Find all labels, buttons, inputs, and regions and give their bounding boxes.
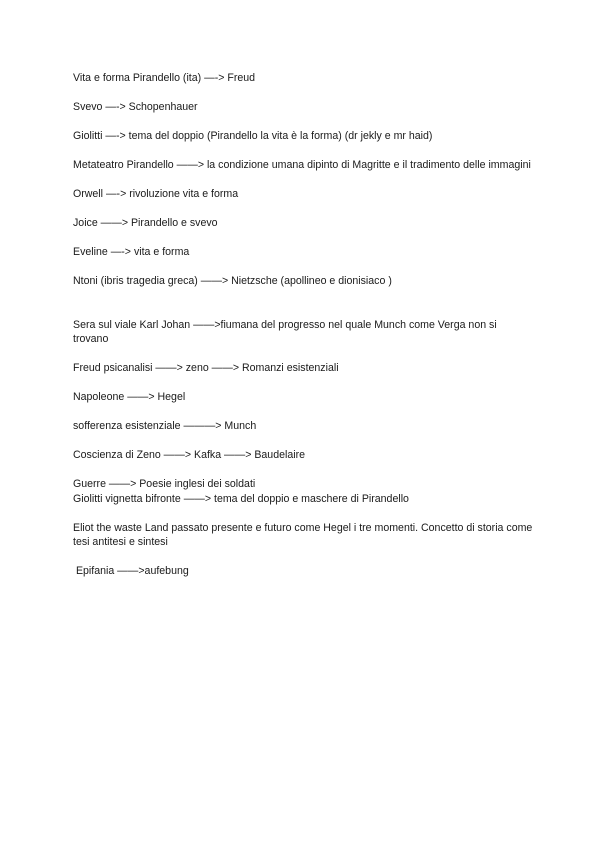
- note-line: Eveline —-> vita e forma: [73, 246, 190, 258]
- note-line: Coscienza di Zeno ——> Kafka ——> Baudelaire: [73, 449, 306, 461]
- note-line: sofferenza esistenziale ———> Munch: [73, 420, 257, 432]
- note-line: Giolitti —-> tema del doppio (Pirandello la vita è la forma) (dr jekly e mr haid): [73, 130, 433, 142]
- note-line: Napoleone ——> Hegel: [73, 391, 186, 403]
- note-line: Metateatro Pirandello ——> la condizione umana dipinto di Magritte e il tradimento delle immagini: [73, 159, 531, 171]
- notes-body: [73, 71, 536, 593]
- note-line: Vita e forma Pirandello (ita) —-> Freud: [73, 72, 256, 84]
- note-line: Svevo —-> Schopenhauer: [73, 101, 198, 113]
- note-line: Orwell —-> rivoluzione vita e forma: [73, 188, 239, 200]
- note-line: Epifania ——>aufebung: [73, 565, 189, 577]
- note-line: Joice ——> Pirandello e svevo: [73, 217, 218, 229]
- note-line: Ntoni (ibris tragedia greca) ——> Nietzsche (apollineo e dionisiaco ): [73, 275, 392, 287]
- note-line: Sera sul viale Karl Johan ——>fiumana del progresso nel quale Munch come Verga non si trovano: [73, 318, 500, 345]
- note-line: Freud psicanalisi ——> zeno ——> Romanzi esistenziali: [73, 362, 339, 374]
- note-line: Eliot the waste Land passato presente e futuro come Hegel i tre momenti. Concetto di storia come tesi antitesi e sintesi: [73, 521, 536, 548]
- note-line: Giolitti vignetta bifronte ——> tema del doppio e maschere di Pirandello: [73, 492, 409, 505]
- note-line: Guerre ——> Poesie inglesi dei soldati: [73, 478, 256, 490]
